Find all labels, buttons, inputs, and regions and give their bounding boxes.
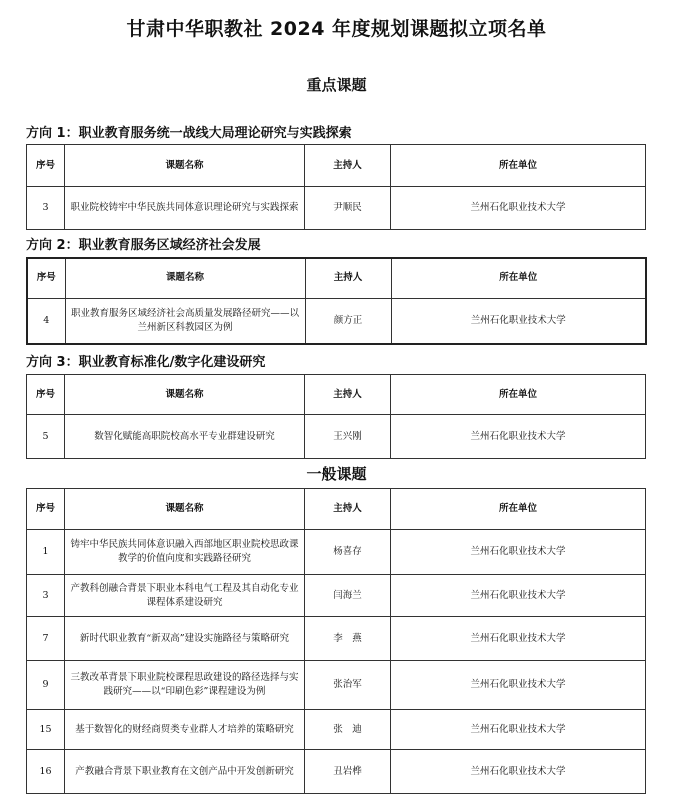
row-host: 张 迪 xyxy=(305,710,391,750)
header-unit: 所在单位 xyxy=(391,258,646,298)
row-topic: 职业院校铸牢中华民族共同体意识理论研究与实践探索 xyxy=(65,187,305,230)
header-no: 序号 xyxy=(27,145,65,187)
row-topic: 产教科创融合背景下职业本科电气工程及其自动化专业课程体系建设研究 xyxy=(65,575,305,617)
table-row xyxy=(27,617,646,661)
row-no: 3 xyxy=(27,187,65,230)
row-no: 7 xyxy=(27,617,65,661)
row-topic: 三教改革背景下职业院校课程思政建设的路径选择与实践研究——以“印刷色彩”课程建设为例 xyxy=(65,661,305,710)
header-name: 课题名称 xyxy=(65,375,305,415)
header-host: 主持人 xyxy=(305,145,391,187)
direction-3-table xyxy=(26,374,646,459)
row-unit: 兰州石化职业技术大学 xyxy=(391,415,646,459)
header-name: 课题名称 xyxy=(65,489,305,530)
direction-1-heading: 方向 1：职业教育服务统一战线大局理论研究与实践探索 xyxy=(26,126,352,141)
direction-2-heading: 方向 2：职业教育服务区域经济社会发展 xyxy=(26,238,261,253)
table-header-row xyxy=(27,258,646,298)
row-unit: 兰州石化职业技术大学 xyxy=(391,661,646,710)
header-host: 主持人 xyxy=(305,258,391,298)
row-host: 丑岩桦 xyxy=(305,750,391,794)
row-no: 3 xyxy=(27,575,65,617)
row-no: 16 xyxy=(27,750,65,794)
row-topic: 铸牢中华民族共同体意识融入西部地区职业院校思政课教学的价值向度和实践路径研究 xyxy=(65,530,305,575)
table-header-row xyxy=(27,375,646,415)
row-no: 9 xyxy=(27,661,65,710)
general-section-heading: 一般课题 xyxy=(306,465,367,483)
row-no: 15 xyxy=(27,710,65,750)
header-no: 序号 xyxy=(27,375,65,415)
table-row xyxy=(27,575,646,617)
table-row xyxy=(27,415,646,459)
row-host: 杨喜存 xyxy=(305,530,391,575)
table-row xyxy=(27,187,646,230)
direction-1-table xyxy=(26,144,646,230)
table-header-row xyxy=(27,489,646,530)
row-unit: 兰州石化职业技术大学 xyxy=(391,530,646,575)
header-unit: 所在单位 xyxy=(391,375,646,415)
table-row xyxy=(27,530,646,575)
header-name: 课题名称 xyxy=(65,145,305,187)
header-unit: 所在单位 xyxy=(391,145,646,187)
document-title: 甘肃中华职教社 2024 年度规划课题拟立项名单 xyxy=(126,18,547,40)
direction-2-table xyxy=(26,257,647,345)
header-name: 课题名称 xyxy=(65,258,305,298)
row-no: 1 xyxy=(27,530,65,575)
row-host: 闫海兰 xyxy=(305,575,391,617)
row-topic: 产教融合背景下职业教育在文创产品中开发创新研究 xyxy=(65,750,305,794)
row-unit: 兰州石化职业技术大学 xyxy=(391,710,646,750)
row-unit: 兰州石化职业技术大学 xyxy=(391,617,646,661)
row-host: 张治军 xyxy=(305,661,391,710)
row-no: 4 xyxy=(27,298,65,344)
direction-3-heading: 方向 3：职业教育标准化/数字化建设研究 xyxy=(26,355,266,370)
table-row xyxy=(27,710,646,750)
row-unit: 兰州石化职业技术大学 xyxy=(391,298,646,344)
table-header-row xyxy=(27,145,646,187)
row-host: 颜方正 xyxy=(305,298,391,344)
table-row xyxy=(27,750,646,794)
row-topic: 数智化赋能高职院校高水平专业群建设研究 xyxy=(65,415,305,459)
row-host: 王兴刚 xyxy=(305,415,391,459)
general-table xyxy=(26,488,646,794)
row-topic: 新时代职业教育“新双高”建设实施路径与策略研究 xyxy=(65,617,305,661)
header-no: 序号 xyxy=(27,489,65,530)
table-row xyxy=(27,661,646,710)
header-no: 序号 xyxy=(27,258,65,298)
row-host: 尹顺民 xyxy=(305,187,391,230)
row-topic: 职业教育服务区域经济社会高质量发展路径研究——以兰州新区科教园区为例 xyxy=(65,298,305,344)
row-no: 5 xyxy=(27,415,65,459)
row-unit: 兰州石化职业技术大学 xyxy=(391,575,646,617)
table-row xyxy=(27,298,646,344)
header-unit: 所在单位 xyxy=(391,489,646,530)
row-unit: 兰州石化职业技术大学 xyxy=(391,187,646,230)
header-host: 主持人 xyxy=(305,489,391,530)
row-host: 李 燕 xyxy=(305,617,391,661)
row-topic: 基于数智化的财经商贸类专业群人才培养的策略研究 xyxy=(65,710,305,750)
row-unit: 兰州石化职业技术大学 xyxy=(391,750,646,794)
key-section-heading: 重点课题 xyxy=(306,76,367,94)
header-host: 主持人 xyxy=(305,375,391,415)
